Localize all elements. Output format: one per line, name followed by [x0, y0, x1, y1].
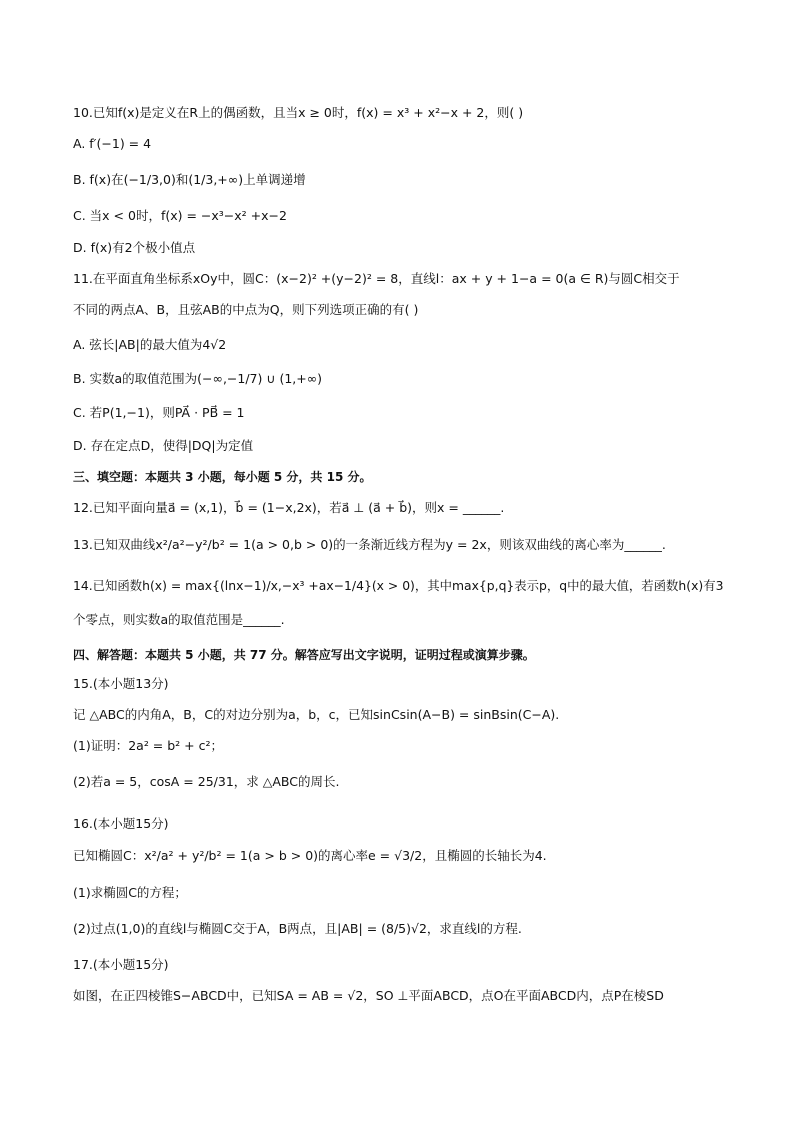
- q13-stem: 13.已知双曲线x²/a²−y²/b² = 1(a > 0,b > 0)的一条渐近线方程为y = 2x，则该双曲线的离心率为______.: [73, 537, 666, 552]
- q16-stem: 已知椭圆C：x²/a² + y²/b² = 1(a > b > 0)的离心率e = √3/2，且椭圆的长轴长为4.: [73, 848, 547, 863]
- q11-stem-line2: 不同的两点A、B，且弦AB的中点为Q，则下列选项正确的有( ): [73, 302, 419, 317]
- q11-option-c: C. 若P(1,−1)，则PA⃗ · PB⃗ = 1: [73, 405, 245, 420]
- q16-header: 16.(本小题15分): [73, 816, 169, 831]
- section-solutions-heading: 四、解答题：本题共 5 小题，共 77 分。解答应写出文字说明，证明过程或演算步骤。: [73, 648, 535, 662]
- q10-stem: 10.已知f(x)是定义在R上的偶函数，且当x ≥ 0时，f(x) = x³ + x²−x + 2，则( ): [73, 105, 524, 120]
- q16-part1: (1)求椭圆C的方程；: [73, 885, 187, 900]
- q12-stem: 12.已知平面向量a⃗ = (x,1)，b⃗ = (1−x,2x)，若a⃗ ⊥ (a⃗ + b⃗)，则x = ______.: [73, 500, 505, 515]
- q17-header: 17.(本小题15分): [73, 957, 169, 972]
- q11-stem-line1: 11.在平面直角坐标系xOy中，圆C：(x−2)² +(y−2)² = 8，直线l：ax + y + 1−a = 0(a ∈ R)与圆C相交于: [73, 271, 680, 286]
- q10-option-d: D. f(x)有2个极小值点: [73, 240, 196, 255]
- q16-part2: (2)过点(1,0)的直线l与椭圆C交于A，B两点，且|AB| = (8/5)√2，求直线l的方程.: [73, 921, 522, 936]
- q15-part1: (1)证明：2a² = b² + c²；: [73, 738, 224, 753]
- q15-stem: 记 △ABC的内角A，B，C的对边分别为a，b，c，已知sinCsin(A−B) = sinBsin(C−A).: [73, 707, 560, 722]
- q10-option-c: C. 当x < 0时，f(x) = −x³−x² +x−2: [73, 208, 287, 223]
- q11-option-b: B. 实数a的取值范围为(−∞,−1/7) ∪ (1,+∞): [73, 371, 323, 386]
- q17-stem: 如图，在正四棱锥S−ABCD中，已知SA = AB = √2，SO ⊥平面ABCD，点O在平面ABCD内，点P在棱SD: [73, 988, 664, 1003]
- q11-option-d: D. 存在定点D，使得|DQ|为定值: [73, 438, 254, 453]
- q15-part2: (2)若a = 5，cosA = 25/31，求 △ABC的周长.: [73, 774, 340, 789]
- q15-header: 15.(本小题13分): [73, 676, 169, 691]
- q14-stem-line2: 个零点，则实数a的取值范围是______.: [73, 612, 285, 627]
- q11-option-a: A. 弦长|AB|的最大值为4√2: [73, 337, 227, 352]
- q10-option-a: A. f′(−1) = 4: [73, 136, 152, 151]
- section-fill-blank-heading: 三、填空题：本题共 3 小题，每小题 5 分，共 15 分。: [73, 470, 372, 484]
- q14-stem-line1: 14.已知函数h(x) = max{(lnx−1)/x,−x³ +ax−1/4}(x > 0)，其中max{p,q}表示p，q中的最大值，若函数h(x)有3: [73, 578, 724, 593]
- q10-option-b: B. f(x)在(−1/3,0)和(1/3,+∞)上单调递增: [73, 172, 306, 187]
